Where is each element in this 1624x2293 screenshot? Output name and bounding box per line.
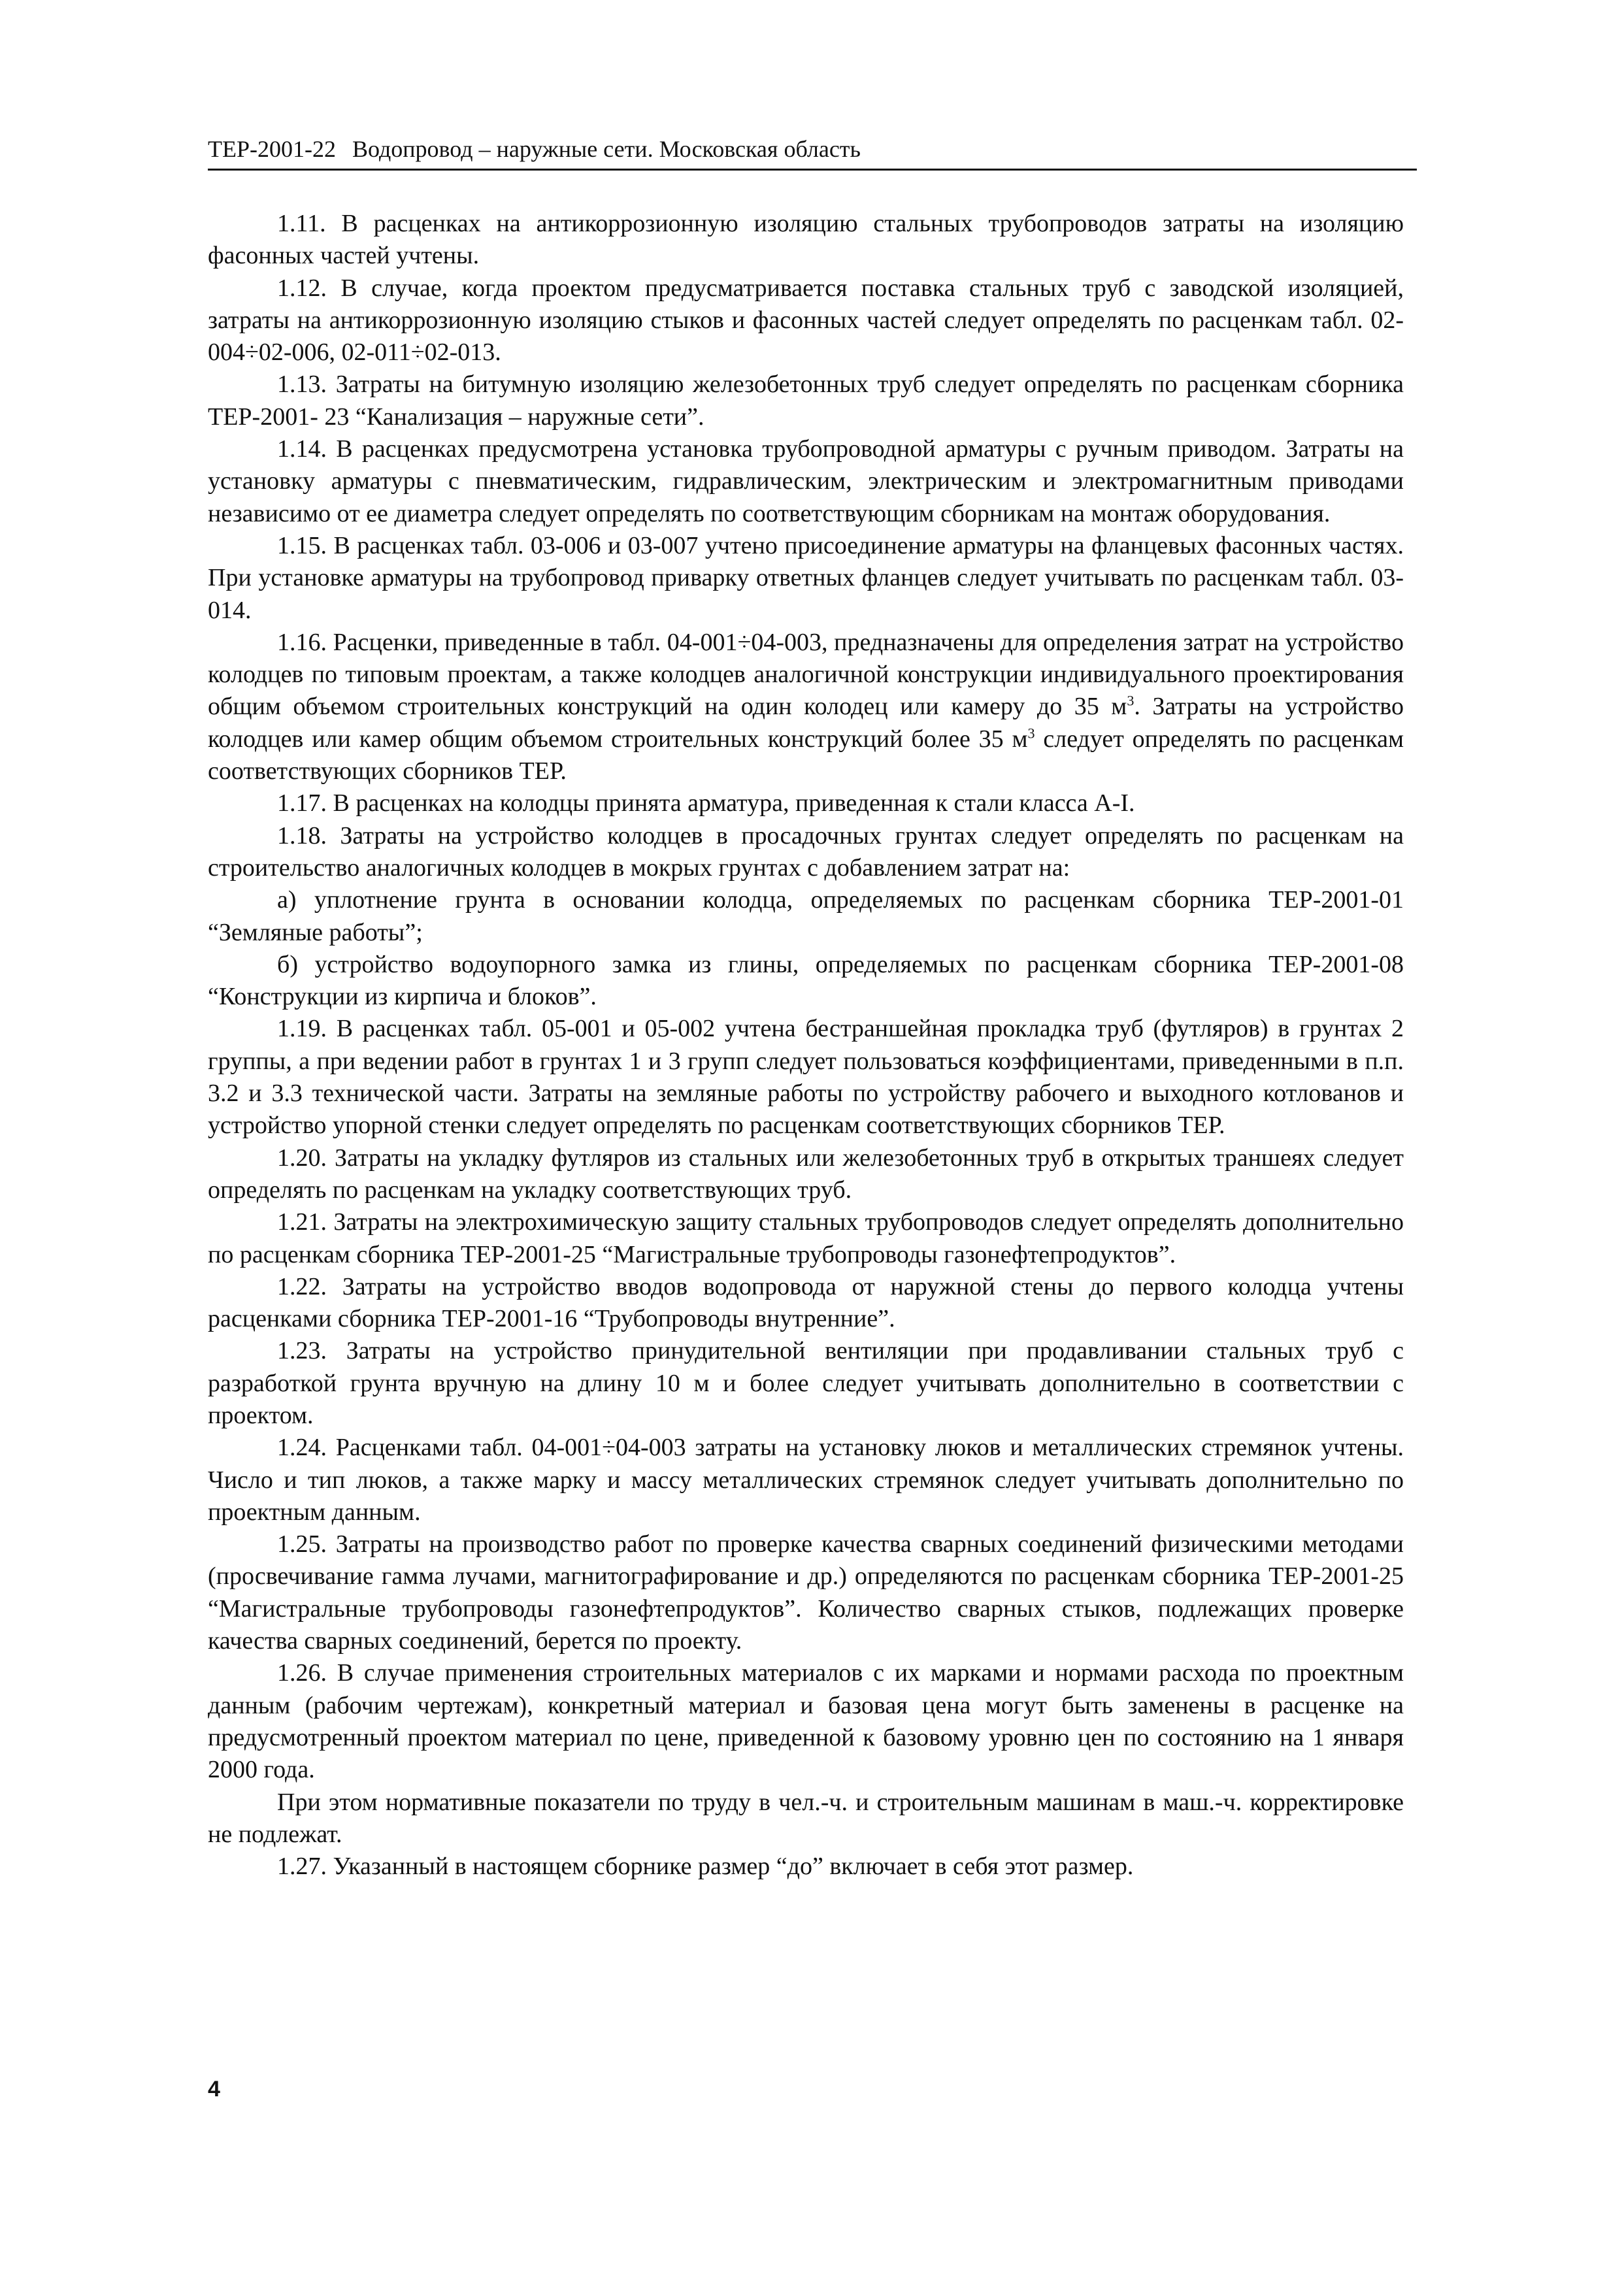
paragraph-1-17: 1.17. В расценках на колодцы принята арматура, приведенная к стали класса А-I. [277, 789, 1135, 817]
paragraph-1-18-a: а) уплотнение грунта в основании колодца, определяемых по расценкам сборника ТЕР-2001-01 “Земляные работы”; [208, 886, 1404, 946]
page-number: 4 [208, 2077, 220, 2102]
header-code: ТЕР-2001-22 [208, 136, 336, 162]
paragraph-1-19: 1.19. В расценках табл. 05-001 и 05-002 учтена бестраншейная прокладка труб (футляров) в грунтах 2 группы, а при ведении работ в грунтах 1 и 3 групп следует пользоваться коэффициентами, приведенными в п.п. 3.2 и 3.3 технической части. Затраты на земляные работы по устройству рабочего и выходного котлованов и устройство упорной стенки следует определять по расценкам соответствующих сборников ТЕР. [208, 1015, 1404, 1140]
superscript-cubic: 3 [1127, 692, 1135, 709]
header-title: Водопровод – наружные сети. Московская область [352, 136, 861, 162]
paragraph-1-16-part-1: 1.16. Расценки, приведенные в табл. 04-001÷04-003, предназначены для определения затрат на устройство колодцев по типовым проектам, а также колодцев аналогичной конструкции индивидуального проектирования общим объемом строительных конструкций на один колодец или камеру до 35 м [208, 628, 1404, 721]
superscript-cubic: 3 [1027, 725, 1035, 742]
paragraph-1-22: 1.22. Затраты на устройство вводов водопровода от наружной стены до первого колодца учтены расценками сборника ТЕР-2001-16 “Трубопроводы внутренние”. [208, 1272, 1404, 1333]
paragraph-1-14: 1.14. В расценках предусмотрена установка трубопроводной арматуры с ручным приводом. Затраты на установку арматуры с пневматическим, гидравлическим, электрическим и электромагнитным приводами независимо от ее диаметра следует определять по соответствующим сборникам на монтаж оборудования. [208, 435, 1404, 527]
paragraph-1-23: 1.23. Затраты на устройство принудительной вентиляции при продавливании стальных труб с разработкой грунта вручную на длину 10 м и более следует учитывать дополнительно в соответствии с проектом. [208, 1337, 1404, 1429]
paragraph-1-18: 1.18. Затраты на устройство колодцев в просадочных грунтах следует определять по расценкам на строительство аналогичных колодцев в мокрых грунтах с добавлением затрат на: [208, 821, 1404, 882]
paragraph-1-11: 1.11. В расценках на антикоррозионную изоляцию стальных трубопроводов затраты на изоляцию фасонных частей учтены. [208, 210, 1404, 270]
paragraph-1-21: 1.21. Затраты на электрохимическую защиту стальных трубопроводов следует определять дополнительно по расценкам сборника ТЕР-2001-25 “Магистральные трубопроводы газонефтепродуктов”. [208, 1208, 1404, 1268]
paragraph-1-12: 1.12. В случае, когда проектом предусматривается поставка стальных труб с заводской изоляцией, затраты на антикоррозионную изоляцию стыков и фасонных частей следует определять по расценкам табл. 02-004÷02-006, 02-011÷02-013. [208, 274, 1404, 367]
paragraph-1-16-part-2: . Затраты на устройство колодцев или камер общим объемом строительных конструкций более 35 м [208, 693, 1404, 753]
paragraph-1-13: 1.13. Затраты на битумную изоляцию железобетонных труб следует определять по расценкам сборника ТЕР-2001- 23 “Канализация – наружные сети”. [208, 371, 1404, 431]
paragraph-1-27: 1.27. Указанный в настоящем сборнике размер “до” включает в себя этот размер. [277, 1853, 1134, 1881]
running-header [208, 135, 1417, 171]
body-text [208, 208, 1404, 1883]
paragraph-1-24: 1.24. Расценками табл. 04-001÷04-003 затраты на установку люков и металлических стремянок учтены. Число и тип люков, а также марку и массу металлических стремянок следует учитывать дополнительно по проектным данным. [208, 1434, 1404, 1526]
paragraph-1-16-part-3: следует определять по расценкам соответствующих сборников ТЕР. [208, 725, 1404, 785]
paragraph-1-25: 1.25. Затраты на производство работ по проверке качества сварных соединений физическими методами (просвечивание гамма лучами, магнитографирование и др.) определяются по расценкам сборника ТЕР-2001-25 “Магистральные трубопроводы газонефтепродуктов”. Количество сварных стыков, подлежащих проверке качества сварных соединений, берется по проекту. [208, 1530, 1404, 1655]
paragraph-1-26: 1.26. В случае применения строительных материалов с их марками и нормами расхода по проектным данным (рабочим чертежам), конкретный материал и базовая цена могут быть заменены в расценке на предусмотренный проектом материал по цене, приведенной к базовому уровню цен по состоянию на 1 января 2000 года. [208, 1659, 1404, 1784]
paragraph-1-15: 1.15. В расценках табл. 03-006 и 03-007 учтено присоединение арматуры на фланцевых фасонных частях. При установке арматуры на трубопровод приварку ответных фланцев следует учитывать по расценкам табл. 03-014. [208, 531, 1404, 624]
paragraph-1-18-b: б) устройство водоупорного замка из глины, определяемых по расценкам сборника ТЕР-2001-08 “Конструкции из кирпича и блоков”. [208, 950, 1404, 1011]
paragraph-1-20: 1.20. Затраты на укладку футляров из стальных или железобетонных труб в открытых траншеях следует определять по расценкам на укладку соответствующих труб. [208, 1144, 1404, 1204]
paragraph-1-16 [208, 627, 1404, 787]
paragraph-1-26-note: При этом нормативные показатели по труду в чел.-ч. и строительным машинам в маш.-ч. корректировке не подлежат. [208, 1788, 1404, 1848]
